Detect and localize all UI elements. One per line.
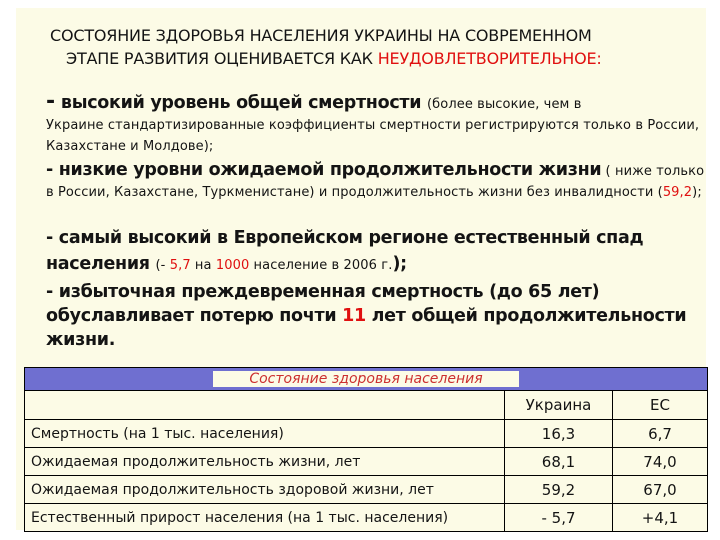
- cell-eu: 67,0: [613, 476, 708, 504]
- table-empty-header: [25, 391, 505, 420]
- bullet-paren: (-: [155, 258, 170, 273]
- bullet-text-end: );: [692, 185, 702, 200]
- table-header-label: Состояние здоровья населения: [213, 371, 518, 387]
- bullet-life-expectancy: [46, 160, 706, 202]
- cell-ukraine: 59,2: [505, 476, 613, 504]
- bullet-premature-mortality: [46, 280, 706, 352]
- row-label: Естественный прирост населения (на 1 тыс. населения): [25, 504, 505, 532]
- bullet-dash: -: [46, 160, 59, 180]
- table-header-row: [25, 368, 708, 391]
- bullet-paren: (более высокие, чем в: [427, 97, 582, 112]
- bullet-paren: население в 2006 г.: [249, 258, 393, 273]
- bullet-heading-end: лет общей продолжительности жизни.: [46, 306, 687, 350]
- bullet-text: ( ниже только в России, Казахстане, Туркменистане) и продолжительность жизни без инвалидности (: [46, 164, 705, 200]
- bullet-mortality: [46, 89, 706, 156]
- table-column-header-row: [25, 391, 708, 420]
- bullet-highlight: 1000: [215, 258, 250, 273]
- bullet-natural-decline: [46, 225, 706, 278]
- table-row: [25, 420, 708, 448]
- column-header-eu: ЕС: [613, 391, 708, 420]
- bullet-highlight: 5,7: [169, 258, 191, 273]
- table-header: [25, 368, 708, 391]
- cell-eu: 6,7: [613, 420, 708, 448]
- bullet-heading: - избыточная преждевременная смертность (до 65 лет) обуславливает потерю почти: [46, 282, 600, 326]
- cell-ukraine: 16,3: [505, 420, 613, 448]
- bullet-text: Украине стандартизированные коэффициенты смертности регистрируются только в России, Казахстане и Молдове);: [46, 118, 700, 154]
- cell-ukraine: - 5,7: [505, 504, 613, 532]
- title-line-2-text: ЭТАПЕ РАЗВИТИЯ ОЦЕНИВАЕТСЯ КАК: [66, 49, 378, 68]
- table-row: [25, 448, 708, 476]
- title-line-2: [50, 47, 700, 70]
- table-row: [25, 504, 708, 532]
- bullet-heading: самый высокий в Европейском регионе естественный спад населения: [46, 228, 644, 274]
- column-header-ukraine: Украина: [505, 391, 613, 420]
- bullet-heading: низкие уровни ожидаемой продолжительности жизни: [58, 160, 602, 180]
- bullet-paren: на: [190, 258, 216, 273]
- cell-eu: +4,1: [613, 504, 708, 532]
- bullet-dash: -: [46, 89, 56, 114]
- row-label: Смертность (на 1 тыс. населения): [25, 420, 505, 448]
- health-stats-table: [24, 367, 708, 532]
- bullet-highlight: 59,2: [662, 185, 693, 200]
- bullet-end: );: [392, 254, 407, 274]
- title-line-1: СОСТОЯНИЕ ЗДОРОВЬЯ НАСЕЛЕНИЯ УКРАИНЫ НА СОВРЕМЕННОМ: [50, 26, 592, 45]
- cell-eu: 74,0: [613, 448, 708, 476]
- bullet-dash: -: [46, 228, 59, 248]
- row-label: Ожидаемая продолжительность здоровой жизни, лет: [25, 476, 505, 504]
- bullet-highlight: 11: [342, 306, 366, 326]
- row-label: Ожидаемая продолжительность жизни, лет: [25, 448, 505, 476]
- title-emphasis: НЕУДОВЛЕТВОРИТЕЛЬНОЕ:: [377, 49, 602, 68]
- cell-ukraine: 68,1: [505, 448, 613, 476]
- bullet-heading: высокий уровень общей смертности: [55, 93, 427, 113]
- table-row: [25, 476, 708, 504]
- page-title: [50, 24, 700, 70]
